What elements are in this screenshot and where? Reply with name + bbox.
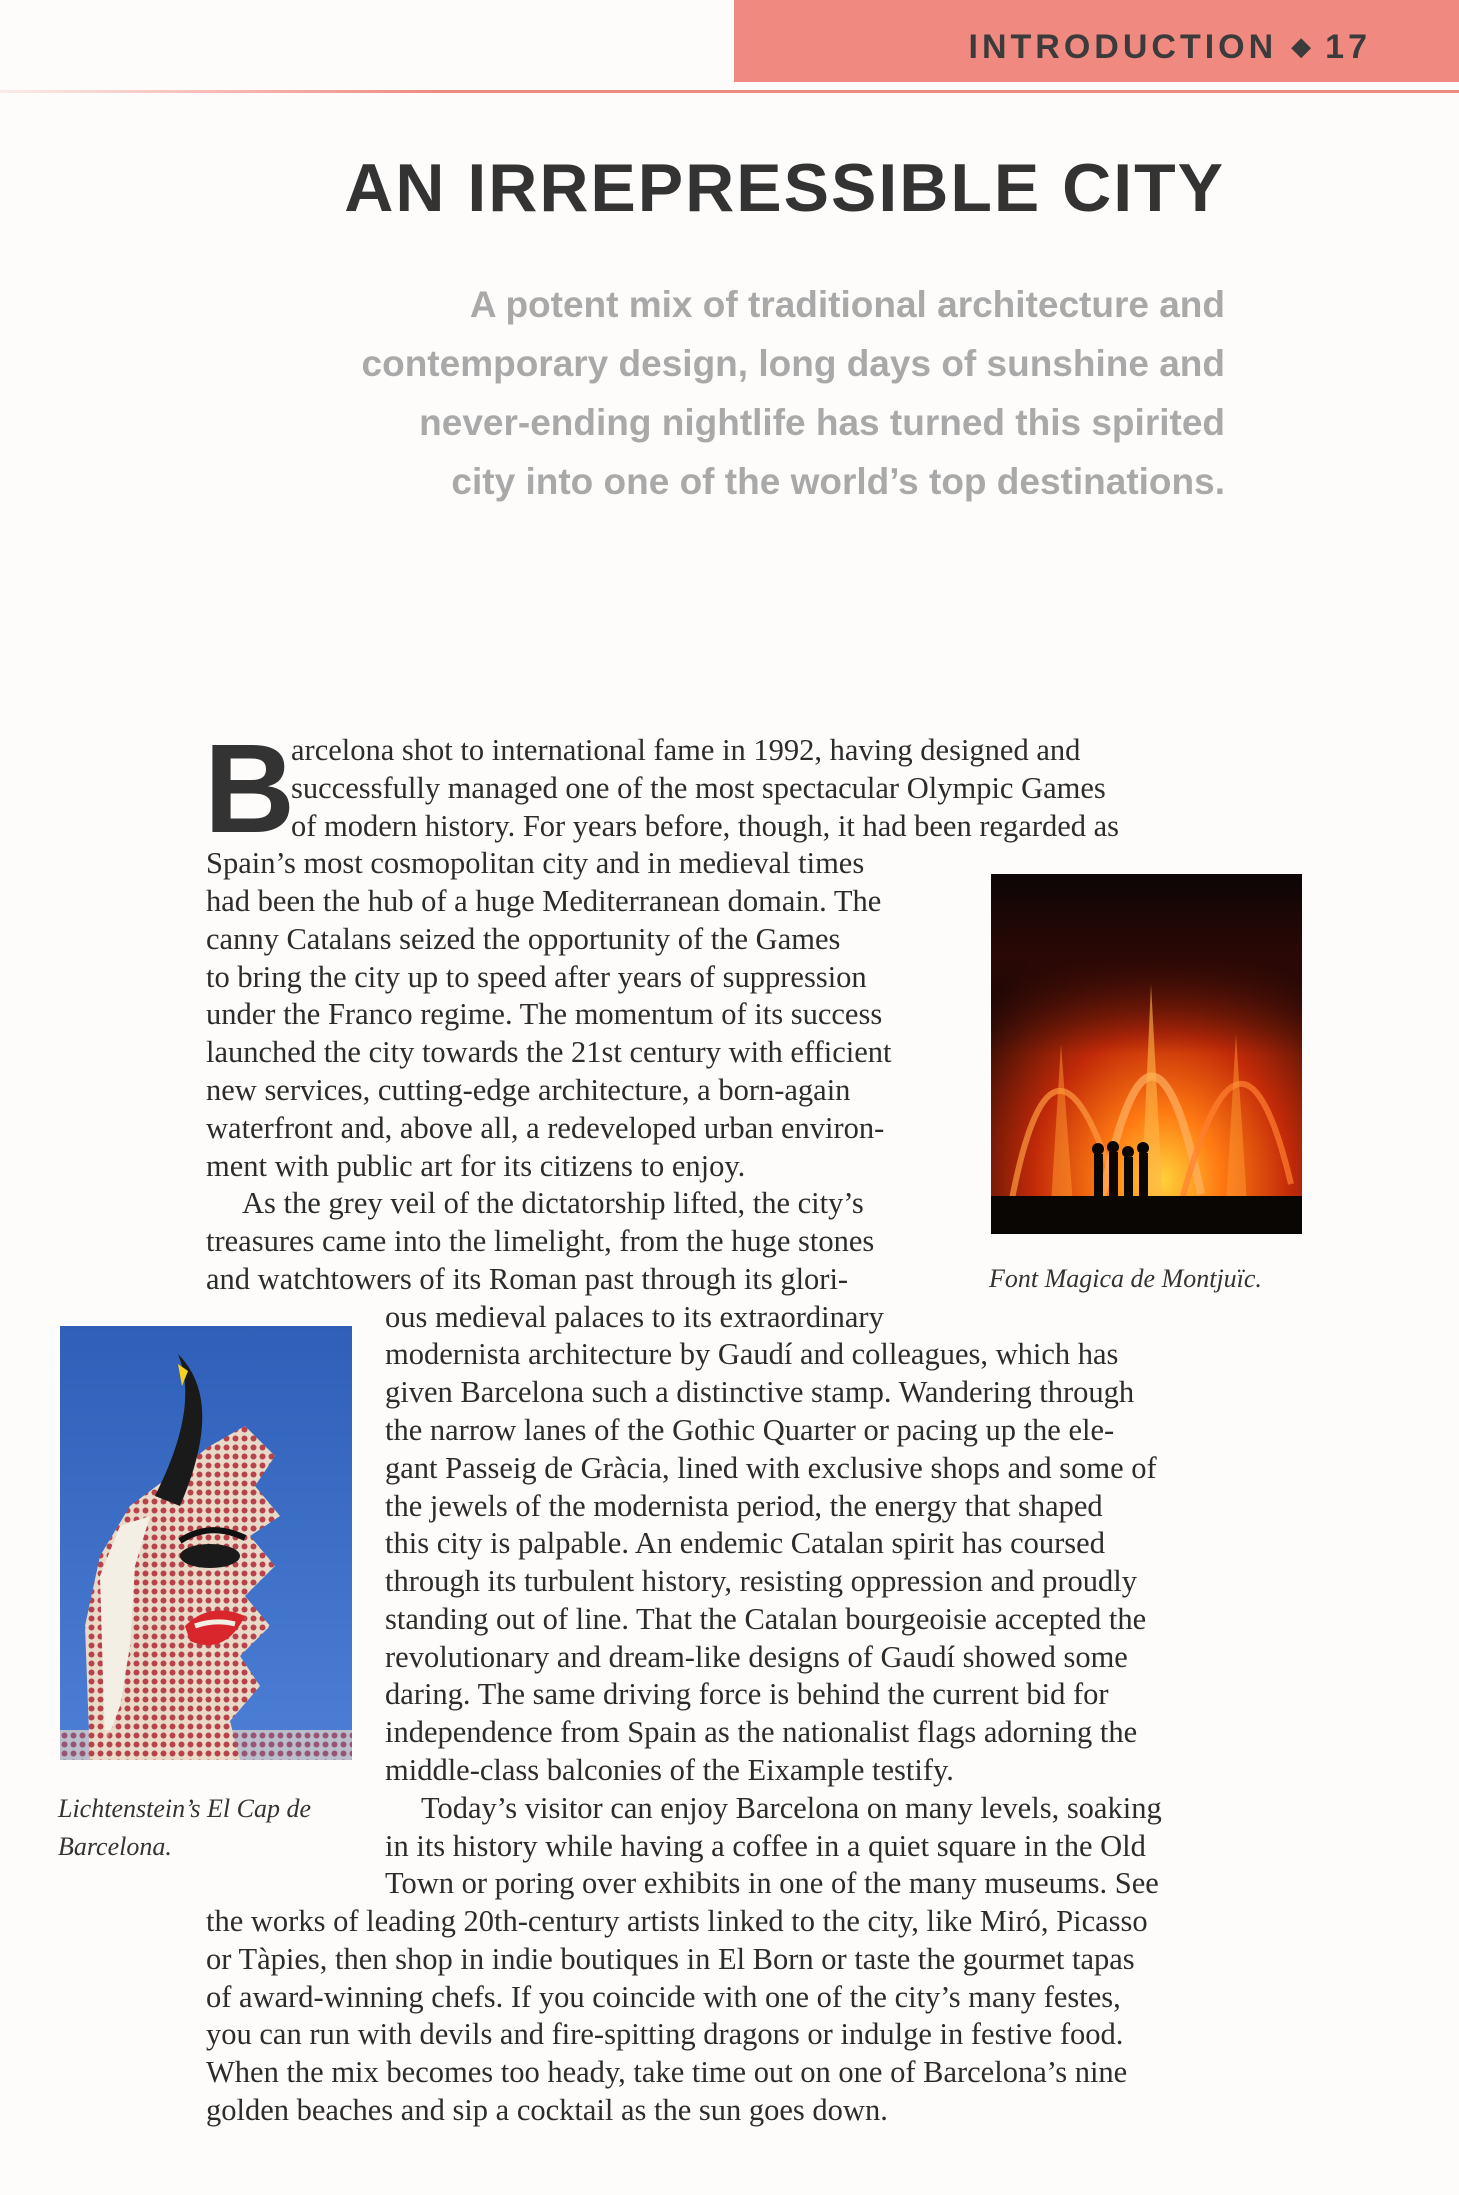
body-line: of award-winning chefs. If you coincide with one of the city’s many festes, [206,1980,1121,2014]
body-line: to bring the city up to speed after years of suppression [206,960,867,994]
diamond-icon: ◆ [1291,31,1312,61]
sculpture-caption-line: Lichtenstein’s El Cap de [58,1794,312,1823]
body-line: When the mix becomes too heady, take time out on one of Barcelona’s nine [206,2055,1128,2089]
body-line: revolutionary and dream-like designs of Gaudí showed some [385,1640,1128,1674]
body-line: launched the city towards the 21st century with efficient [206,1035,892,1069]
body-line: gant Passeig de Gràcia, lined with exclusive shops and some of [385,1451,1157,1485]
page-number: 17 [1325,28,1371,66]
deck-line: never-ending nightlife has turned this spirited [419,402,1225,443]
body-line: Today’s visitor can enjoy Barcelona on many levels, soaking [421,1791,1162,1825]
body-line: As the grey veil of the dictatorship lifted, the city’s [242,1186,864,1220]
fountain-photo [991,874,1302,1234]
page-title: AN IRREPRESSIBLE CITY [344,150,1225,226]
body-line: ment with public art for its citizens to enjoy. [206,1149,746,1183]
sculpture-photo [60,1326,352,1760]
body-line: through its turbulent history, resisting oppression and proudly [385,1564,1137,1598]
body-line: waterfront and, above all, a redeveloped urban environ- [206,1111,885,1145]
body-line: you can run with devils and fire-spitting dragons or indulge in festive food. [206,2017,1124,2051]
body-line: had been the hub of a huge Mediterranean domain. The [206,884,882,918]
sculpture-image [60,1326,352,1760]
body-line: the jewels of the modernista period, the energy that shaped [385,1489,1103,1523]
drop-cap: B [204,718,295,859]
body-line: given Barcelona such a distinctive stamp. Wandering through [385,1375,1135,1409]
fountain-caption: Font Magica de Montjuïc. [989,1264,1262,1293]
body-line: independence from Spain as the nationalist flags adorning the [385,1715,1138,1749]
body-line: treasures came into the limelight, from the huge stones [206,1224,875,1258]
body-line: middle-class balconies of the Eixample testify. [385,1753,954,1787]
body-line: arcelona shot to international fame in 1992, having designed and [291,733,1081,767]
body-line: in its history while having a coffee in a quiet square in the Old [385,1829,1146,1863]
fountain-image [991,874,1302,1234]
body-line: the works of leading 20th-century artists linked to the city, like Miró, Picasso [206,1904,1148,1938]
body-line: and watchtowers of its Roman past through its glori- [206,1262,849,1296]
body-line: golden beaches and sip a cocktail as the sun goes down. [206,2093,888,2127]
body-line: or Tàpies, then shop in indie boutiques in El Born or taste the gourmet tapas [206,1942,1135,1976]
section-name: INTRODUCTION [968,28,1278,66]
body-line: ous medieval palaces to its extraordinary [385,1300,884,1334]
body-line: daring. The same driving force is behind the current bid for [385,1677,1109,1711]
body-line: new services, cutting-edge architecture, a born-again [206,1073,851,1107]
header-rule [0,90,1459,93]
running-header [969,28,1371,67]
deck-line: contemporary design, long days of sunshine and [361,343,1225,384]
deck [200,275,1225,511]
body-line: canny Catalans seized the opportunity of the Games [206,922,841,956]
body-line: this city is palpable. An endemic Catalan spirit has coursed [385,1526,1105,1560]
sculpture-caption-line: Barcelona. [58,1832,172,1861]
body-line: modernista architecture by Gaudí and colleagues, which has [385,1337,1119,1371]
body-line: successfully managed one of the most spectacular Olympic Games [291,771,1106,805]
body-line: standing out of line. That the Catalan bourgeoisie accepted the [385,1602,1147,1636]
deck-line: city into one of the world’s top destinations. [451,461,1225,502]
body-line: under the Franco regime. The momentum of its success [206,997,883,1031]
body-line: Town or poring over exhibits in one of the many museums. See [385,1866,1159,1900]
body-line: of modern history. For years before, though, it had been regarded as [291,809,1120,843]
body-line: Spain’s most cosmopolitan city and in medieval times [206,846,865,880]
body-line: the narrow lanes of the Gothic Quarter or pacing up the ele- [385,1413,1115,1447]
deck-line: A potent mix of traditional architecture and [469,284,1225,325]
